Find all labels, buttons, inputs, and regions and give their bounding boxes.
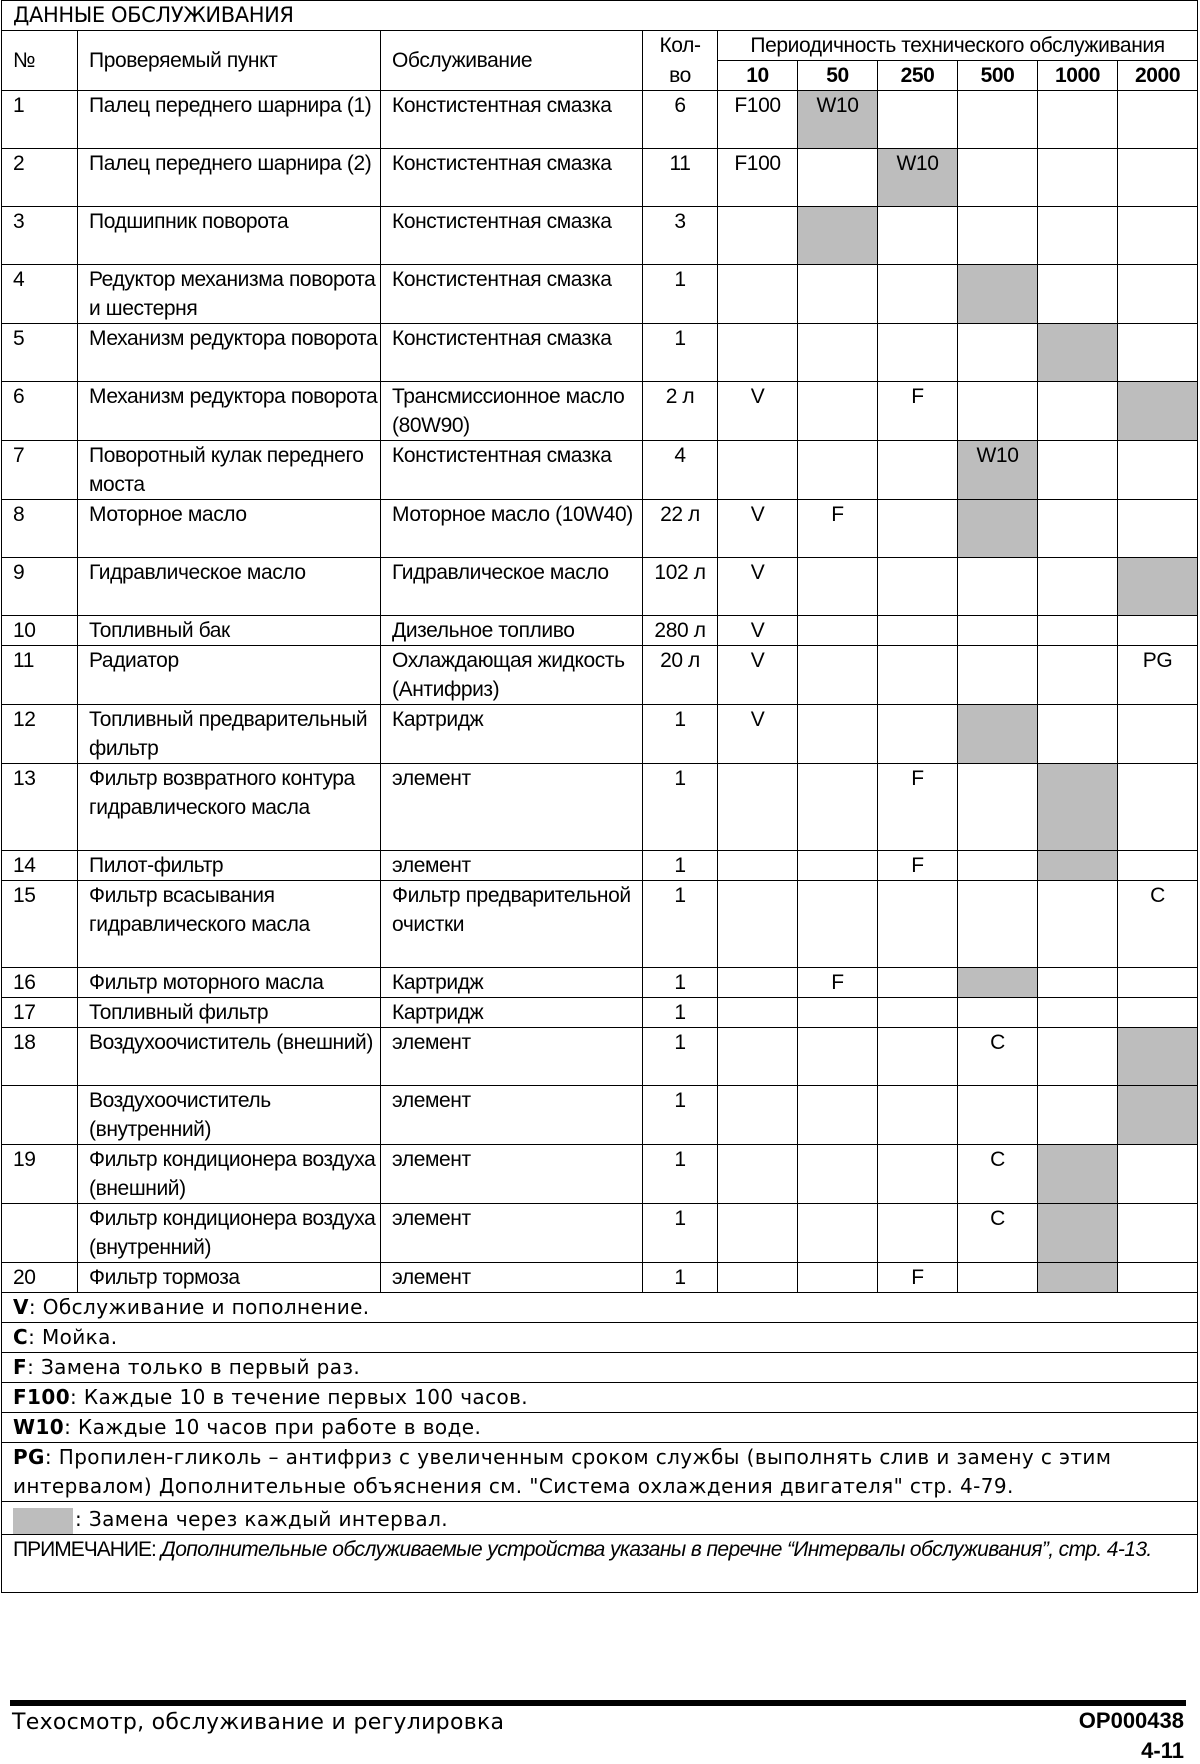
interval-cell	[798, 1028, 878, 1086]
interval-cell	[798, 265, 878, 324]
row-quantity: 4	[643, 441, 718, 500]
legend-pg	[2, 1443, 1198, 1502]
row-service: элемент	[381, 1028, 643, 1086]
table-row	[2, 851, 1198, 881]
legend-pg-code: PG	[13, 1445, 45, 1469]
legend-f-text: : Замена только в первый раз.	[27, 1355, 361, 1379]
row-service: Картридж	[381, 998, 643, 1028]
interval-cell	[878, 265, 958, 324]
interval-cell	[798, 998, 878, 1028]
interval-cell	[1038, 558, 1118, 616]
interval-cell	[798, 382, 878, 441]
interval-cell	[958, 881, 1038, 968]
interval-cell	[1038, 705, 1118, 764]
row-service: элемент	[381, 1263, 643, 1293]
interval-cell	[1038, 149, 1118, 207]
row-quantity: 1	[643, 1204, 718, 1263]
interval-cell	[1038, 91, 1118, 149]
table-row	[2, 1028, 1198, 1086]
interval-cell	[798, 851, 878, 881]
interval-cell	[958, 1263, 1038, 1293]
footer-doc-code: OP000438	[1078, 1708, 1184, 1733]
row-item: Подшипник поворота	[78, 207, 381, 265]
row-quantity: 22 л	[643, 500, 718, 558]
table-title: ДАННЫЕ ОБСЛУЖИВАНИЯ	[2, 1, 1198, 31]
row-item: Воздухоочиститель (внутренний)	[78, 1086, 381, 1145]
legend-f100-code: F100	[13, 1385, 71, 1409]
row-quantity: 1	[643, 1145, 718, 1204]
legend-gray-text: : Замена через каждый интервал.	[75, 1507, 449, 1531]
interval-cell	[718, 764, 798, 851]
interval-cell	[1038, 968, 1118, 998]
row-item: Топливный предварительный фильтр	[78, 705, 381, 764]
row-item: Палец переднего шарнира (1)	[78, 91, 381, 149]
legend-c	[2, 1323, 1198, 1353]
header-service: Обслуживание	[381, 31, 643, 91]
row-item: Поворотный кулак переднего моста	[78, 441, 381, 500]
row-item: Фильтр кондиционера воздуха (внешний)	[78, 1145, 381, 1204]
header-interval-50: 50	[798, 61, 878, 91]
interval-cell	[1118, 764, 1198, 851]
header-periodicity: Периодичность технического обслуживания	[718, 31, 1198, 61]
table-row	[2, 1086, 1198, 1145]
interval-cell	[878, 1028, 958, 1086]
row-number: 16	[2, 968, 78, 998]
row-item: Фильтр всасывания гидравлического масла	[78, 881, 381, 968]
interval-cell: C	[1118, 881, 1198, 968]
interval-cell	[1118, 998, 1198, 1028]
row-number: 5	[2, 324, 78, 382]
interval-cell	[798, 149, 878, 207]
interval-cell	[718, 998, 798, 1028]
table-row	[2, 558, 1198, 616]
interval-cell	[958, 324, 1038, 382]
row-number: 3	[2, 207, 78, 265]
interval-cell	[958, 1086, 1038, 1145]
interval-cell	[1038, 324, 1118, 382]
legend-c-code: C	[13, 1325, 29, 1349]
interval-cell	[878, 91, 958, 149]
interval-cell	[1118, 1028, 1198, 1086]
row-service: Моторное масло (10W40)	[381, 500, 643, 558]
interval-cell	[798, 1204, 878, 1263]
table-row	[2, 646, 1198, 705]
table-row	[2, 968, 1198, 998]
interval-cell: F	[798, 968, 878, 998]
header-interval-250: 250	[878, 61, 958, 91]
interval-cell	[878, 207, 958, 265]
interval-cell	[1038, 1263, 1118, 1293]
row-number: 2	[2, 149, 78, 207]
interval-cell: W10	[878, 149, 958, 207]
row-number: 12	[2, 705, 78, 764]
interval-cell: V	[718, 558, 798, 616]
row-service: элемент	[381, 764, 643, 851]
interval-cell	[958, 382, 1038, 441]
interval-cell	[958, 91, 1038, 149]
interval-cell	[1118, 616, 1198, 646]
interval-cell	[958, 851, 1038, 881]
table-row	[2, 881, 1198, 968]
interval-cell	[718, 265, 798, 324]
interval-cell	[798, 616, 878, 646]
interval-cell: V	[718, 705, 798, 764]
row-item: Механизм редуктора поворота	[78, 324, 381, 382]
interval-cell	[878, 646, 958, 705]
interval-cell	[798, 646, 878, 705]
interval-cell: C	[958, 1204, 1038, 1263]
row-item: Фильтр возвратного контура гидравлического масла	[78, 764, 381, 851]
row-item: Механизм редуктора поворота	[78, 382, 381, 441]
row-quantity: 280 л	[643, 616, 718, 646]
interval-cell: V	[718, 500, 798, 558]
interval-cell: F	[798, 500, 878, 558]
interval-cell	[1038, 881, 1118, 968]
interval-cell	[1038, 616, 1118, 646]
table-row	[2, 998, 1198, 1028]
row-number: 4	[2, 265, 78, 324]
row-number: 8	[2, 500, 78, 558]
interval-cell	[1038, 1145, 1118, 1204]
interval-cell	[798, 881, 878, 968]
row-service: Фильтр предварительной очистки	[381, 881, 643, 968]
row-service: Констистентная смазка	[381, 91, 643, 149]
interval-cell: V	[718, 616, 798, 646]
row-number: 18	[2, 1028, 78, 1086]
row-number	[2, 1204, 78, 1263]
interval-cell	[878, 1204, 958, 1263]
table-row	[2, 441, 1198, 500]
interval-cell: F100	[718, 149, 798, 207]
row-service: Констистентная смазка	[381, 149, 643, 207]
interval-cell	[1118, 1263, 1198, 1293]
row-service: Гидравлическое масло	[381, 558, 643, 616]
interval-cell	[718, 851, 798, 881]
table-row	[2, 207, 1198, 265]
row-quantity: 1	[643, 1086, 718, 1145]
header-interval-10: 10	[718, 61, 798, 91]
row-quantity: 2 л	[643, 382, 718, 441]
interval-cell	[1038, 265, 1118, 324]
row-quantity: 1	[643, 968, 718, 998]
row-quantity: 1	[643, 1263, 718, 1293]
row-number: 17	[2, 998, 78, 1028]
row-item: Палец переднего шарнира (2)	[78, 149, 381, 207]
interval-cell	[878, 616, 958, 646]
interval-cell	[958, 207, 1038, 265]
legend-v	[2, 1293, 1198, 1323]
interval-cell	[878, 558, 958, 616]
legend-f	[2, 1353, 1198, 1383]
interval-cell	[798, 207, 878, 265]
interval-cell: V	[718, 646, 798, 705]
interval-cell	[958, 764, 1038, 851]
interval-cell	[958, 616, 1038, 646]
interval-cell	[878, 968, 958, 998]
interval-cell: F100	[718, 91, 798, 149]
interval-cell	[1118, 324, 1198, 382]
interval-cell	[718, 324, 798, 382]
interval-cell	[1118, 705, 1198, 764]
row-item: Фильтр тормоза	[78, 1263, 381, 1293]
legend-v-text: : Обслуживание и пополнение.	[28, 1295, 370, 1319]
legend-w10	[2, 1413, 1198, 1443]
row-quantity: 20 л	[643, 646, 718, 705]
note-text: Дополнительные обслуживаемые устройства указаны в перечне “Интервалы обслуживания”, стр. 4-13.	[155, 1538, 1152, 1561]
table-row	[2, 1204, 1198, 1263]
interval-cell	[1038, 764, 1118, 851]
interval-cell	[878, 705, 958, 764]
interval-cell: PG	[1118, 646, 1198, 705]
interval-cell	[718, 881, 798, 968]
legend-w10-code: W10	[13, 1415, 65, 1439]
interval-cell	[1118, 149, 1198, 207]
legend-gray	[2, 1502, 1198, 1535]
row-quantity: 11	[643, 149, 718, 207]
row-service: Дизельное топливо	[381, 616, 643, 646]
row-number: 19	[2, 1145, 78, 1204]
interval-cell	[1118, 265, 1198, 324]
row-service: Картридж	[381, 705, 643, 764]
row-service: Констистентная смазка	[381, 324, 643, 382]
row-quantity: 1	[643, 998, 718, 1028]
row-number: 13	[2, 764, 78, 851]
interval-cell: F	[878, 764, 958, 851]
row-number: 11	[2, 646, 78, 705]
legend-v-code: V	[13, 1295, 29, 1319]
interval-cell	[798, 441, 878, 500]
row-quantity: 1	[643, 324, 718, 382]
row-number: 20	[2, 1263, 78, 1293]
interval-cell	[1118, 500, 1198, 558]
table-row	[2, 324, 1198, 382]
row-number: 10	[2, 616, 78, 646]
row-number: 6	[2, 382, 78, 441]
row-item: Пилот-фильтр	[78, 851, 381, 881]
interval-cell	[1038, 998, 1118, 1028]
legend-w10-text: : Каждые 10 часов при работе в воде.	[64, 1415, 482, 1439]
header-interval-500: 500	[958, 61, 1038, 91]
interval-cell	[1038, 1028, 1118, 1086]
row-item: Топливный фильтр	[78, 998, 381, 1028]
legend-c-text: : Мойка.	[28, 1325, 118, 1349]
interval-cell	[1038, 1086, 1118, 1145]
note-label: ПРИМЕЧАНИЕ:	[13, 1538, 156, 1561]
table-row	[2, 265, 1198, 324]
interval-cell	[1038, 851, 1118, 881]
interval-cell	[878, 324, 958, 382]
interval-cell: W10	[798, 91, 878, 149]
row-quantity: 6	[643, 91, 718, 149]
row-item: Гидравлическое масло	[78, 558, 381, 616]
interval-cell	[718, 1028, 798, 1086]
maintenance-table	[1, 0, 1198, 1593]
row-item: Радиатор	[78, 646, 381, 705]
interval-cell	[878, 881, 958, 968]
interval-cell	[878, 500, 958, 558]
interval-cell	[1118, 441, 1198, 500]
row-quantity: 1	[643, 705, 718, 764]
row-service: Констистентная смазка	[381, 441, 643, 500]
footer-section: Техосмотр, обслуживание и регулировка	[12, 1710, 505, 1735]
interval-cell: W10	[958, 441, 1038, 500]
interval-cell	[1038, 1204, 1118, 1263]
row-service: Констистентная смазка	[381, 207, 643, 265]
interval-cell	[958, 149, 1038, 207]
note	[2, 1535, 1198, 1593]
interval-cell	[1038, 441, 1118, 500]
interval-cell	[798, 1145, 878, 1204]
row-quantity: 1	[643, 881, 718, 968]
legend-f100	[2, 1383, 1198, 1413]
interval-cell	[718, 1204, 798, 1263]
interval-cell	[1118, 968, 1198, 998]
table-row	[2, 705, 1198, 764]
row-service: элемент	[381, 1204, 643, 1263]
header-num: №	[2, 31, 78, 91]
interval-cell	[958, 500, 1038, 558]
row-item: Топливный бак	[78, 616, 381, 646]
interval-cell	[1038, 382, 1118, 441]
row-service: элемент	[381, 1086, 643, 1145]
row-service: элемент	[381, 1145, 643, 1204]
interval-cell	[718, 1145, 798, 1204]
interval-cell	[878, 1086, 958, 1145]
interval-cell	[1118, 1204, 1198, 1263]
row-item: Моторное масло	[78, 500, 381, 558]
interval-cell	[1118, 207, 1198, 265]
footer-page-number: 4-11	[1141, 1738, 1184, 1763]
header-interval-2000: 2000	[1118, 61, 1198, 91]
interval-cell	[718, 968, 798, 998]
gray-swatch	[13, 1508, 73, 1534]
header-qty-line1: Кол-	[643, 31, 718, 61]
row-number: 7	[2, 441, 78, 500]
interval-cell	[718, 1263, 798, 1293]
row-number: 14	[2, 851, 78, 881]
legend-pg-text: : Пропилен-гликоль – антифриз с увеличенным сроком службы (выполнять слив и замену с этим интервалом) Дополнительные объяснения см. "Система охлаждения двигателя" стр. 4-79.	[13, 1445, 1112, 1498]
interval-cell	[1038, 646, 1118, 705]
interval-cell	[718, 207, 798, 265]
row-quantity: 1	[643, 764, 718, 851]
interval-cell	[798, 1086, 878, 1145]
table-row	[2, 616, 1198, 646]
row-number: 1	[2, 91, 78, 149]
interval-cell: F	[878, 382, 958, 441]
interval-cell	[718, 441, 798, 500]
interval-cell: F	[878, 1263, 958, 1293]
interval-cell	[1118, 1145, 1198, 1204]
interval-cell	[958, 705, 1038, 764]
header-qty-line2: во	[643, 61, 718, 91]
row-service: Картридж	[381, 968, 643, 998]
interval-cell	[1118, 91, 1198, 149]
interval-cell	[798, 764, 878, 851]
row-quantity: 1	[643, 1028, 718, 1086]
interval-cell	[798, 705, 878, 764]
interval-cell	[878, 1145, 958, 1204]
interval-cell	[798, 1263, 878, 1293]
table-row	[2, 91, 1198, 149]
interval-cell	[1118, 558, 1198, 616]
row-service: Констистентная смазка	[381, 265, 643, 324]
row-service: элемент	[381, 851, 643, 881]
interval-cell: C	[958, 1145, 1038, 1204]
interval-cell	[958, 968, 1038, 998]
interval-cell	[798, 558, 878, 616]
legend-f-code: F	[13, 1355, 28, 1379]
row-quantity: 1	[643, 265, 718, 324]
interval-cell: C	[958, 1028, 1038, 1086]
row-service: Трансмиссионное масло (80W90)	[381, 382, 643, 441]
interval-cell	[718, 1086, 798, 1145]
footer-rule	[10, 1700, 1186, 1706]
interval-cell	[958, 998, 1038, 1028]
interval-cell	[1038, 500, 1118, 558]
interval-cell: F	[878, 851, 958, 881]
interval-cell	[878, 441, 958, 500]
table-row	[2, 149, 1198, 207]
table-row	[2, 764, 1198, 851]
row-item: Воздухоочиститель (внешний)	[78, 1028, 381, 1086]
table-row	[2, 382, 1198, 441]
row-number: 15	[2, 881, 78, 968]
row-item: Редуктор механизма поворота и шестерня	[78, 265, 381, 324]
interval-cell	[958, 265, 1038, 324]
interval-cell	[958, 646, 1038, 705]
row-item: Фильтр кондиционера воздуха (внутренний)	[78, 1204, 381, 1263]
row-quantity: 102 л	[643, 558, 718, 616]
interval-cell	[1118, 382, 1198, 441]
row-service: Охлаждающая жидкость (Антифриз)	[381, 646, 643, 705]
table-row	[2, 1263, 1198, 1293]
interval-cell	[958, 558, 1038, 616]
header-item: Проверяемый пункт	[78, 31, 381, 91]
interval-cell	[878, 998, 958, 1028]
row-number	[2, 1086, 78, 1145]
row-number: 9	[2, 558, 78, 616]
legend-f100-text: : Каждые 10 в течение первых 100 часов.	[70, 1385, 529, 1409]
interval-cell	[1118, 1086, 1198, 1145]
row-quantity: 1	[643, 851, 718, 881]
table-row	[2, 500, 1198, 558]
table-row	[2, 1145, 1198, 1204]
row-item: Фильтр моторного масла	[78, 968, 381, 998]
interval-cell: V	[718, 382, 798, 441]
interval-cell	[798, 324, 878, 382]
interval-cell	[1118, 851, 1198, 881]
row-quantity: 3	[643, 207, 718, 265]
header-interval-1000: 1000	[1038, 61, 1118, 91]
interval-cell	[1038, 207, 1118, 265]
